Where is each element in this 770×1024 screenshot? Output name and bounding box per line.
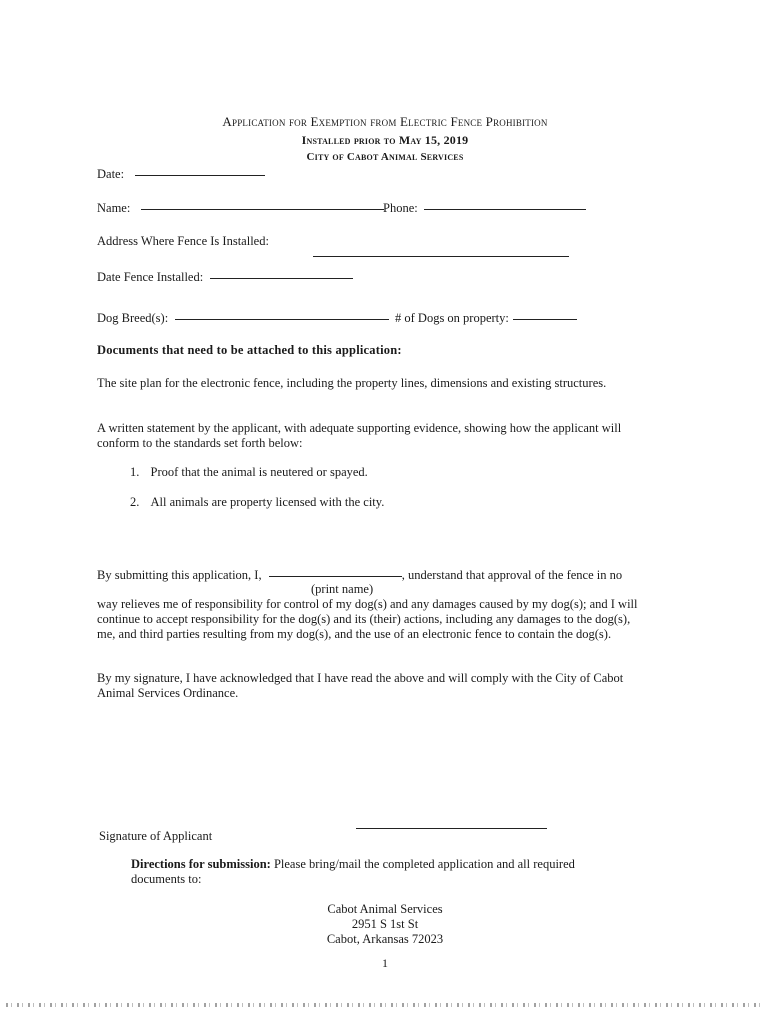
list-item-number: 2. [130,495,140,509]
name-field [97,201,384,216]
date-installed-field [97,270,353,285]
department-name: City of Cabot Animal Services [306,151,464,163]
list-item [130,465,368,480]
print-name-caption: (print name) [311,582,374,596]
agreement-body: way relieves me of responsibility for control of my dog(s) and any damages caused by my dog(s); and I will continue to accept responsibility for the dog(s) and its (their) actions, including any damages to the dog(s), me, and third parties resulting from my dog(s), and the use of an electronic fence to contain the dog(s). [97,597,638,641]
num-dogs-field [395,311,577,326]
dog-breed-field [97,311,389,326]
agreement-prefix: By submitting this application, I, [97,568,262,582]
name-blank[interactable] [141,208,384,210]
num-dogs-blank[interactable] [513,318,577,320]
list-item-text: All animals are property licensed with the city. [150,495,385,509]
site-plan-requirement: The site plan for the electronic fence, including the property lines, dimensions and existing structures. [97,376,607,390]
phone-label: Phone: [383,201,418,215]
documents-heading: Documents that need to be attached to this application: [97,343,402,357]
address-field [97,234,269,249]
signature-label: Signature of Applicant [99,829,213,843]
address-label: Address Where Fence Is Installed: [97,234,269,248]
agreement-suffix: , understand that approval of the fence in no [401,568,623,582]
list-item-number: 1. [130,465,140,479]
acknowledgement: By my signature, I have acknowledged that I have read the above and will comply with the City of Cabot Animal Services Ordinance. [97,671,624,700]
submission-text: Please bring/mail the completed application and all required documents to: [131,857,575,886]
scan-artifact [6,1003,764,1007]
phone-blank[interactable] [424,208,586,210]
date-installed-blank[interactable] [210,277,353,279]
list-item [130,495,384,510]
agreement-first-line [97,568,622,583]
address-line-1: Cabot Animal Services [327,902,443,916]
address-line-2: 2951 S 1st St [351,917,419,931]
name-label: Name: [97,201,131,215]
page-number: 1 [382,956,388,970]
submission-heading: Directions for submission: [131,857,271,871]
submission-directions [131,857,611,887]
phone-field [383,201,586,216]
dog-breed-label: Dog Breed(s): [97,311,169,325]
num-dogs-label: # of Dogs on property: [395,311,509,325]
address-line-3: Cabot, Arkansas 72023 [326,932,444,946]
date-installed-label: Date Fence Installed: [97,270,204,284]
list-item-text: Proof that the animal is neutered or spayed. [150,465,368,479]
address-blank[interactable] [313,255,569,257]
document-title: Application for Exemption from Electric Fence Prohibition [222,114,548,129]
statement-requirement: A written statement by the applicant, with adequate supporting evidence, showing how the applicant will conform to the standards set forth below: [97,421,622,450]
print-name-blank[interactable] [269,575,402,577]
date-field [97,167,265,182]
document-subtitle: Installed prior to May 15, 2019 [301,133,469,147]
date-blank[interactable] [135,174,265,176]
signature-line[interactable] [356,827,547,829]
dog-breed-blank[interactable] [175,318,389,320]
date-label: Date: [97,167,125,181]
